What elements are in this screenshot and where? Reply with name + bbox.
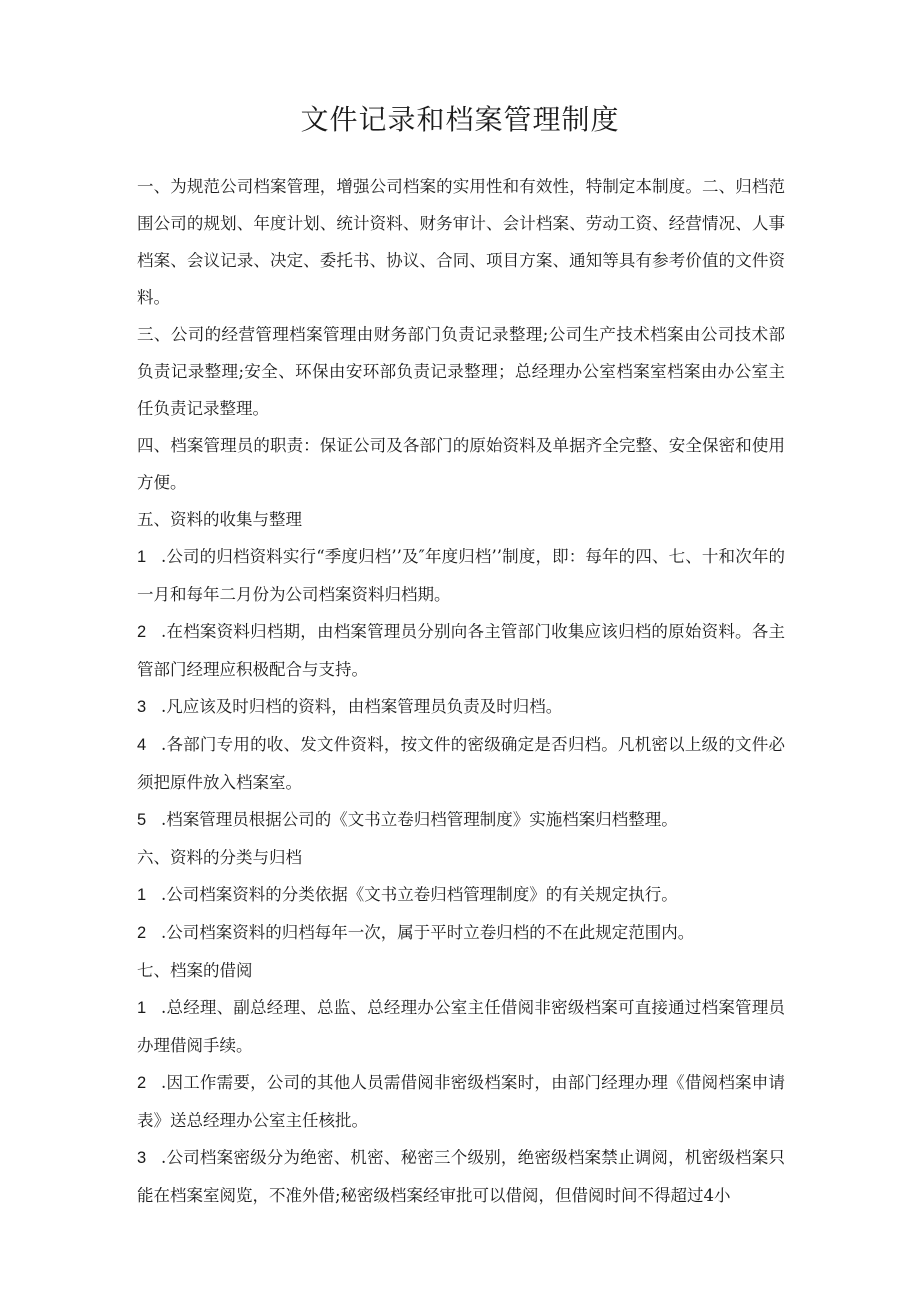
section-7-item	[137, 989, 785, 1064]
item-number: 3	[137, 1149, 147, 1167]
item-number: 2	[137, 623, 147, 641]
item-number: 1	[137, 999, 147, 1017]
section-6-heading: 六、资料的分类与归档	[137, 848, 302, 867]
item-text: .档案管理员根据公司的《文书立卷归档管理制度》实施档案归档整理。	[161, 810, 678, 829]
section-7-item	[137, 1139, 785, 1214]
item-number: 1	[137, 886, 147, 904]
item-text: .公司的归档资料实行“季度归档’’及″年度归档’’制度，即：每年的四、七、十和次年的一月和每年二月份为公司档案资料归档期。	[137, 547, 785, 604]
item-number: 4	[137, 736, 147, 754]
item-number: 2	[137, 924, 147, 942]
item-text: .公司档案资料的归档每年一次，属于平时立卷归档的不在此规定范围内。	[161, 923, 695, 942]
item-text: .总经理、副总经理、总监、总经理办公室主任借阅非密级档案可直接通过档案管理员办理借阅手续。	[137, 998, 785, 1055]
item-text: .公司档案资料的分类依据《文书立卷归档管理制度》的有关规定执行。	[161, 885, 678, 904]
item-number: 2	[137, 1074, 147, 1092]
item-text: .公司档案密级分为绝密、机密、秘密三个级别，绝密级档案禁止调阅，机密级档案只能在档案室阅览，不准外借;秘密级档案经审批可以借阅，但借阅时间不得超过4小	[137, 1148, 785, 1205]
section-5-item	[137, 538, 785, 613]
item-number: 3	[137, 698, 147, 716]
section-6-item	[137, 876, 785, 914]
item-text: .在档案资料归档期，由档案管理员分别向各主管部门收集应该归档的原始资料。各主管部门经理应积极配合与支持。	[137, 622, 785, 679]
item-number: 5	[137, 811, 147, 829]
section-5-heading: 五、资料的收集与整理	[137, 510, 302, 529]
paragraph-section-3: 三、公司的经营管理档案管理由财务部门负责记录整理;公司生产技术档案由公司技术部负责记录整理;安全、环保由安环部负责记录整理；总经理办公室档案室档案由办公室主任负责记录整理。	[137, 325, 785, 418]
section-5-item	[137, 726, 785, 801]
document-body	[137, 168, 785, 1214]
item-text: .各部门专用的收、发文件资料，按文件的密级确定是否归档。凡机密以上级的文件必须把原件放入档案室。	[137, 735, 785, 792]
item-number: 1	[137, 548, 147, 566]
item-text: .因工作需要，公司的其他人员需借阅非密级档案时，由部门经理办理《借阅档案申请表》送总经理办公室主任核批。	[137, 1073, 785, 1130]
section-5-item	[137, 688, 785, 726]
section-6-item	[137, 914, 785, 952]
document-title: 文件记录和档案管理制度	[300, 103, 620, 136]
section-7-heading: 七、档案的借阅	[137, 961, 253, 980]
section-7-item	[137, 1064, 785, 1139]
section-5-item	[137, 801, 785, 839]
section-5-item	[137, 613, 785, 688]
item-text: .凡应该及时归档的资料，由档案管理员负责及时归档。	[161, 697, 563, 716]
paragraph-section-4: 四、档案管理员的职责：保证公司及各部门的原始资料及单据齐全完整、安全保密和使用方便。	[137, 436, 785, 492]
paragraph-section-1-2: 一、为规范公司档案管理，增强公司档案的实用性和有效性，特制定本制度。二、归档范围公司的规划、年度计划、统计资料、财务审计、会计档案、劳动工资、经营情况、人事档案、会议记录、决定、委托书、协议、合同、项目方案、通知等具有参考价值的文件资料。	[137, 177, 785, 307]
